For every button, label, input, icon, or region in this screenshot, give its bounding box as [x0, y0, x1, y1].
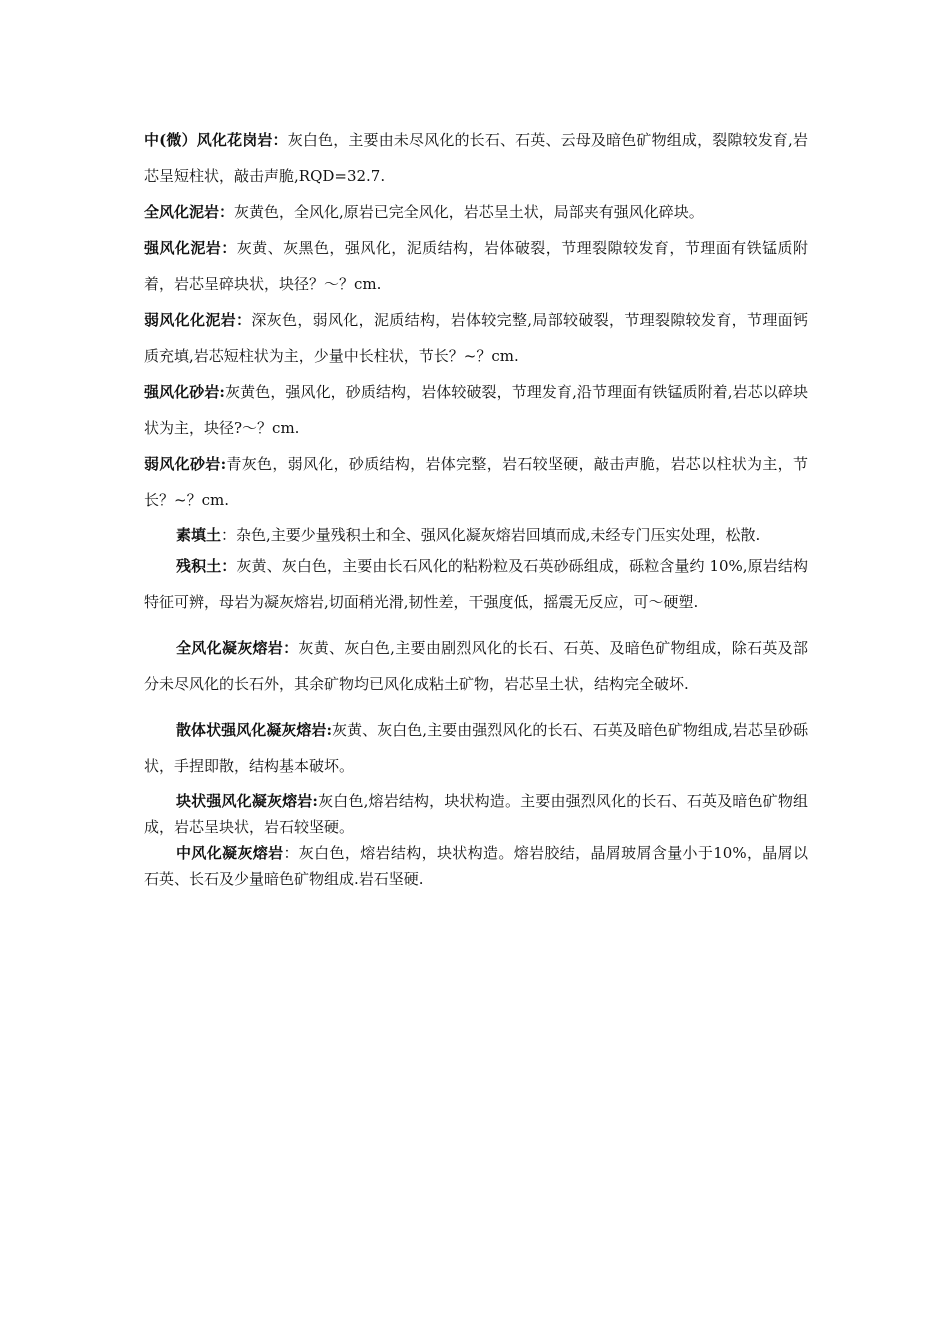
- term-label: 弱风化砂岩:: [144, 455, 227, 473]
- paragraph-plain-fill: [144, 522, 808, 548]
- term-label: 素填土: [176, 526, 222, 544]
- paragraph-moderately-weathered-granite: [144, 122, 808, 194]
- term-label: 强风化砂岩:: [144, 383, 225, 401]
- term-label: 中(微）风化花岗岩：: [144, 131, 288, 149]
- description-text: 灰白色,熔岩结构，块状构造。主要由强烈风化的长石、石英及暗色矿物组成，岩芯呈块状，岩石较坚硬。: [144, 792, 808, 836]
- description-text: 灰黄、灰白色,主要由强烈风化的长石、石英及暗色矿物组成,岩芯呈砂砾状，手捏即散，结构基本破坏。: [144, 721, 808, 775]
- description-text: 灰黄、灰白色，主要由长石风化的粘粉粒及石英砂砾组成，砾粒含量约 10%,原岩结构特征可辨，母岩为凝灰熔岩,切面稍光滑,韧性差，干强度低，摇震无反应，可～硬塑.: [144, 557, 808, 611]
- description-text: 青灰色，弱风化，砂质结构，岩体完整，岩石较坚硬，敲击声脆，岩芯以柱状为主，节长？~？cm.: [144, 455, 808, 509]
- paragraph-weakly-weathered-sandstone: [144, 446, 808, 518]
- paragraph-residual-soil: [144, 548, 808, 620]
- paragraph-strongly-weathered-mudstone: [144, 230, 808, 302]
- paragraph-moderately-weathered-tuff-lava: [144, 840, 808, 892]
- paragraph-loose-strongly-weathered-tuff-lava: [144, 712, 808, 784]
- description-text: ：杂色,主要少量残积土和全、强风化凝灰熔岩回填而成,未经专门压实处理，松散.: [221, 526, 761, 544]
- description-text: 灰白色，主要由未尽风化的长石、石英、云母及暗色矿物组成，裂隙较发育,岩芯呈短柱状，敲击声脆,RQD=32.7.: [144, 131, 808, 185]
- paragraph-strongly-weathered-sandstone: [144, 374, 808, 446]
- description-text: 灰黄、灰白色,主要由剧烈风化的长石、石英、及暗色矿物组成，除石英及部分未尽风化的长石外，其余矿物均已风化成粘土矿物，岩芯呈土状，结构完全破坏.: [144, 639, 808, 693]
- paragraph-weakly-weathered-mudstone: [144, 302, 808, 374]
- term-label: 散体状强风化凝灰熔岩:: [176, 721, 332, 739]
- term-label: 残积土：: [176, 557, 237, 575]
- term-label: 块状强风化凝灰熔岩:: [176, 792, 318, 810]
- description-text: 灰黄色，强风化，砂质结构，岩体较破裂，节理发育,沿节理面有铁锰质附着,岩芯以碎块状为主，块径?～？cm.: [144, 383, 808, 437]
- term-label: 中风化凝灰熔岩: [176, 844, 284, 862]
- document-body: [144, 122, 808, 892]
- description-text: 灰黄、灰黑色，强风化，泥质结构，岩体破裂，节理裂隙较发育，节理面有铁锰质附着，岩芯呈碎块状，块径？～？cm.: [144, 239, 808, 293]
- term-label: 强风化泥岩：: [144, 239, 237, 257]
- description-text: ：灰白色，熔岩结构，块状构造。熔岩胶结，晶屑玻屑含量小于10%，晶屑以石英、长石及少量暗色矿物组成.岩石坚硬.: [144, 844, 808, 888]
- description-text: 灰黄色，全风化,原岩已完全风化，岩芯呈土状，局部夹有强风化碎块。: [234, 203, 704, 221]
- term-label: 全风化泥岩：: [144, 203, 235, 221]
- paragraph-fully-weathered-tuff-lava: [144, 630, 808, 702]
- description-text: 深灰色，弱风化，泥质结构，岩体较完整,局部较破裂，节理裂隙较发育，节理面钙质充填,岩芯短柱状为主，少量中长柱状，节长？~？cm.: [144, 311, 808, 365]
- paragraph-blocky-strongly-weathered-tuff-lava: [144, 788, 808, 840]
- paragraph-fully-weathered-mudstone: [144, 194, 808, 230]
- term-label: 全风化凝灰熔岩：: [176, 639, 299, 657]
- term-label: 弱风化化泥岩：: [144, 311, 252, 329]
